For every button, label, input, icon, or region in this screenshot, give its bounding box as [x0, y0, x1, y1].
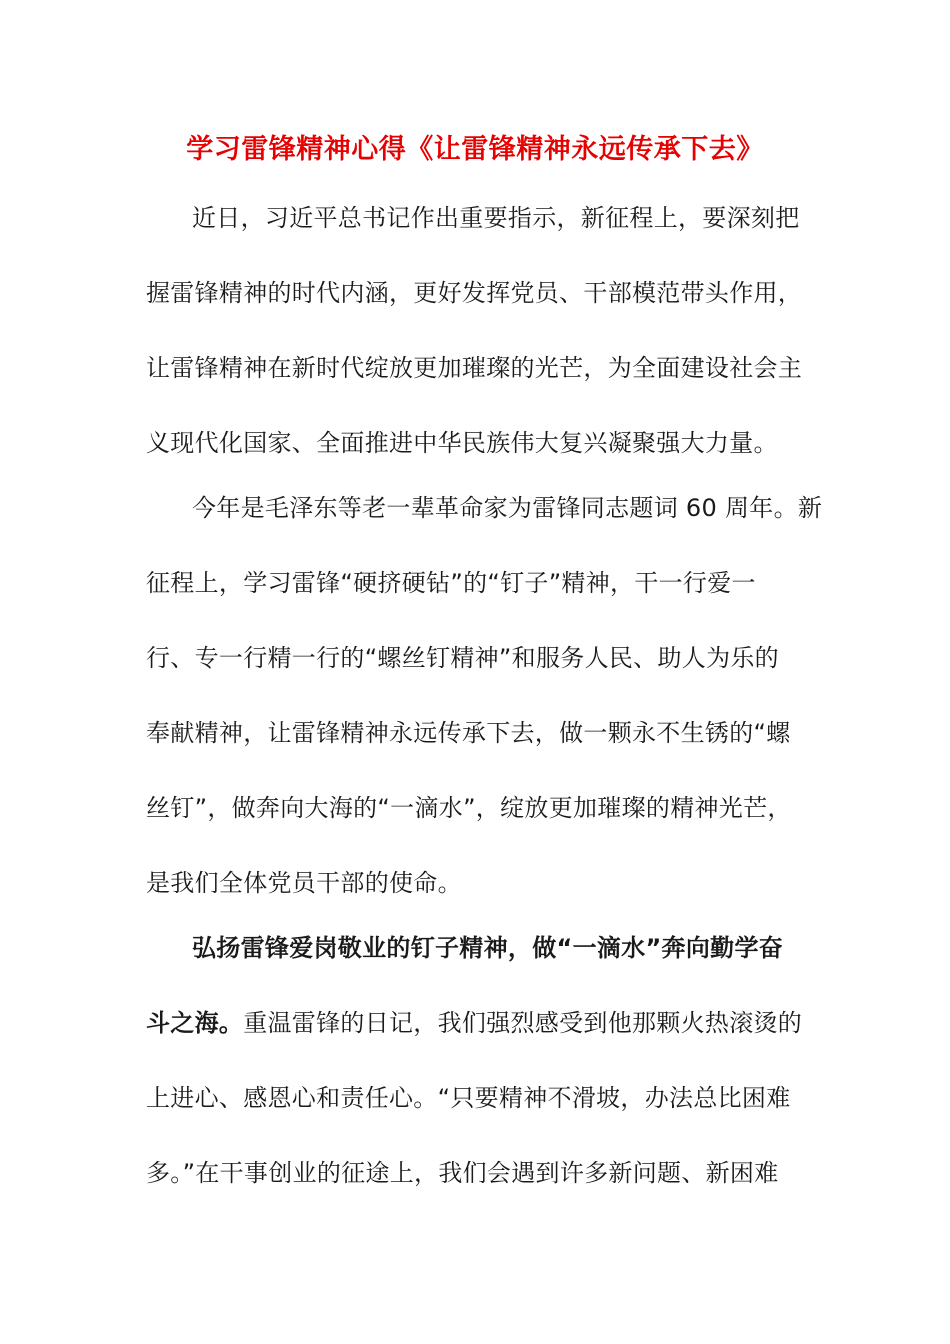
paragraph-1-line-4: 义现代化国家、全面推进中华民族伟大复兴凝聚强大力量。 [146, 429, 778, 457]
paragraph-2-line-1: 今年是毛泽东等老一辈革命家为雷锋同志题词 60 周年。新 [192, 494, 823, 522]
paragraph-2-line-6: 是我们全体党员干部的使命。 [146, 869, 462, 897]
paragraph-2-line-2: 征程上，学习雷锋“硬挤硬钻”的“钉子”精神，干一行爱一 [146, 569, 756, 597]
paragraph-3-heading-line-1: 弘扬雷锋爱岗敬业的钉子精神，做“一滴水”奔向勤学奋 [192, 934, 784, 962]
paragraph-3-heading-line-2: 斗之海。 [146, 1009, 244, 1037]
paragraph-2-line-4: 奉献精神，让雷锋精神永远传承下去，做一颗永不生锈的“螺 [146, 719, 791, 747]
paragraph-3-line-2 [146, 1003, 802, 1043]
document-title: 学习雷锋精神心得《让雷锋精神永远传承下去》 [186, 134, 764, 165]
paragraph-1-line-3: 让雷锋精神在新时代绽放更加璀璨的光芒，为全面建设社会主 [146, 354, 803, 382]
paragraph-1-line-1: 近日，习近平总书记作出重要指示，新征程上，要深刻把 [192, 204, 800, 232]
paragraph-2-line-5: 丝钉”，做奔向大海的“一滴水”，绽放更加璀璨的精神光芒， [146, 794, 792, 822]
paragraph-1-line-2: 握雷锋精神的时代内涵，更好发挥党员、干部模范带头作用， [146, 279, 803, 307]
paragraph-2-line-3: 行、专一行精一行的“螺丝钉精神”和服务人民、助人为乐的 [146, 644, 779, 672]
paragraph-3-line-2-rest: 重温雷锋的日记，我们强烈感受到他那颗火热滚烫的 [243, 1009, 803, 1037]
paragraph-3-line-4: 多。”在干事创业的征途上，我们会遇到许多新问题、新困难 [146, 1159, 779, 1187]
paragraph-3-line-3: 上进心、感恩心和责任心。“只要精神不滑坡，办法总比困难 [146, 1084, 791, 1112]
